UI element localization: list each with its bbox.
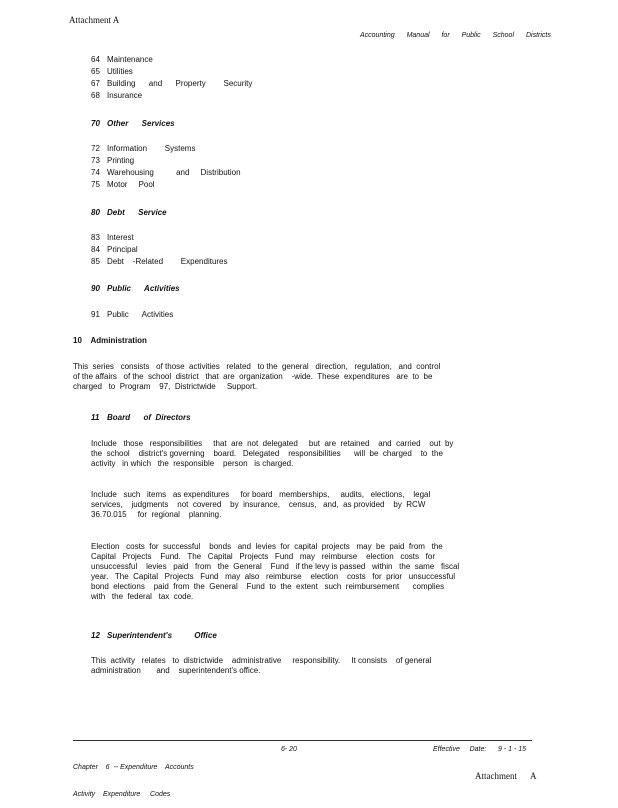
subheading-board-of-directors: 11 Board of Directors [91, 413, 191, 422]
list-item: 84 Principal [91, 245, 138, 254]
function-list-c [91, 232, 228, 268]
list-item: 65 Utilities [91, 67, 133, 76]
footer-rule [73, 740, 532, 741]
subheading-debt-service: 80 Debt Service [91, 208, 167, 217]
function-list-b [91, 143, 241, 191]
attachment-label-top: Attachment A [69, 15, 120, 25]
footer-left: Chapter 6 -- Expenditure Accounts Activity Expenditure Codes [73, 764, 194, 798]
list-item: 85 Debt -Related Expenditures [91, 257, 228, 266]
attachment-label-bottom: Attachment A [475, 771, 537, 781]
section-heading-administration: 10 Administration [73, 336, 147, 345]
list-item: 67 Building and Property Security [91, 79, 253, 88]
footer-page-number: 6- 20 [281, 746, 297, 753]
list-item: 68 Insurance [91, 91, 143, 100]
paragraph-board-1: Include those responsibilities that are not delegated but are retained and carried out by the school district's governing board. Delegated responsibilities will be charged to the activity in which the responsible person is charged. [91, 439, 454, 468]
list-item: 83 Interest [91, 233, 134, 242]
list-item: 73 Printing [91, 156, 135, 165]
list-item: 91 Public Activities [91, 310, 174, 319]
list-item: 74 Warehousing and Distribution [91, 168, 241, 177]
list-item: 64 Maintenance [91, 55, 153, 64]
paragraph-board-3: Election costs for successful bonds and levies for capital projects may be paid from the Capital Projects Fund. The Capital Projects Fund may reimburse election costs for unsuccessful levies paid from the General Fund if the levy is passed within the same fiscal year. The Capital Projects Fund may also reimburse election costs for prior unsuccessful bond elections paid from the General Fund to the extent such reimbursement complies with the federal tax code. [91, 542, 460, 601]
paragraph-superintendent: This activity relates to districtwide administrative responsibility. It consists of general administration and superintendent's office. [91, 656, 432, 675]
running-header: Accounting Manual for Public School Districts [360, 32, 551, 39]
paragraph-board-2: Include such items as expenditures for board memberships, audits, elections, legal services, judgments not covered by insurance, census, and, as provided by RCW 36.70.015 for regional planning. [91, 490, 431, 519]
function-list-d [91, 309, 173, 321]
list-item: 72 Information Systems [91, 144, 196, 153]
paragraph-series: This series consists of those activities related to the general direction, regulation, and control of the affairs of the school district that are organization -wide. These expenditures are to be charged to Program 97, Districtwide Support. [73, 362, 441, 391]
list-item: 75 Motor Pool [91, 180, 155, 189]
subheading-public-activities: 90 Public Activities [91, 284, 180, 293]
subheading-other-services: 70 Other Services [91, 119, 175, 128]
footer-effective-date: Effective Date: 9 - 1 - 15 [433, 746, 526, 753]
function-list-a [91, 54, 252, 102]
subheading-superintendents-office: 12 Superintendent's Office [91, 631, 217, 640]
